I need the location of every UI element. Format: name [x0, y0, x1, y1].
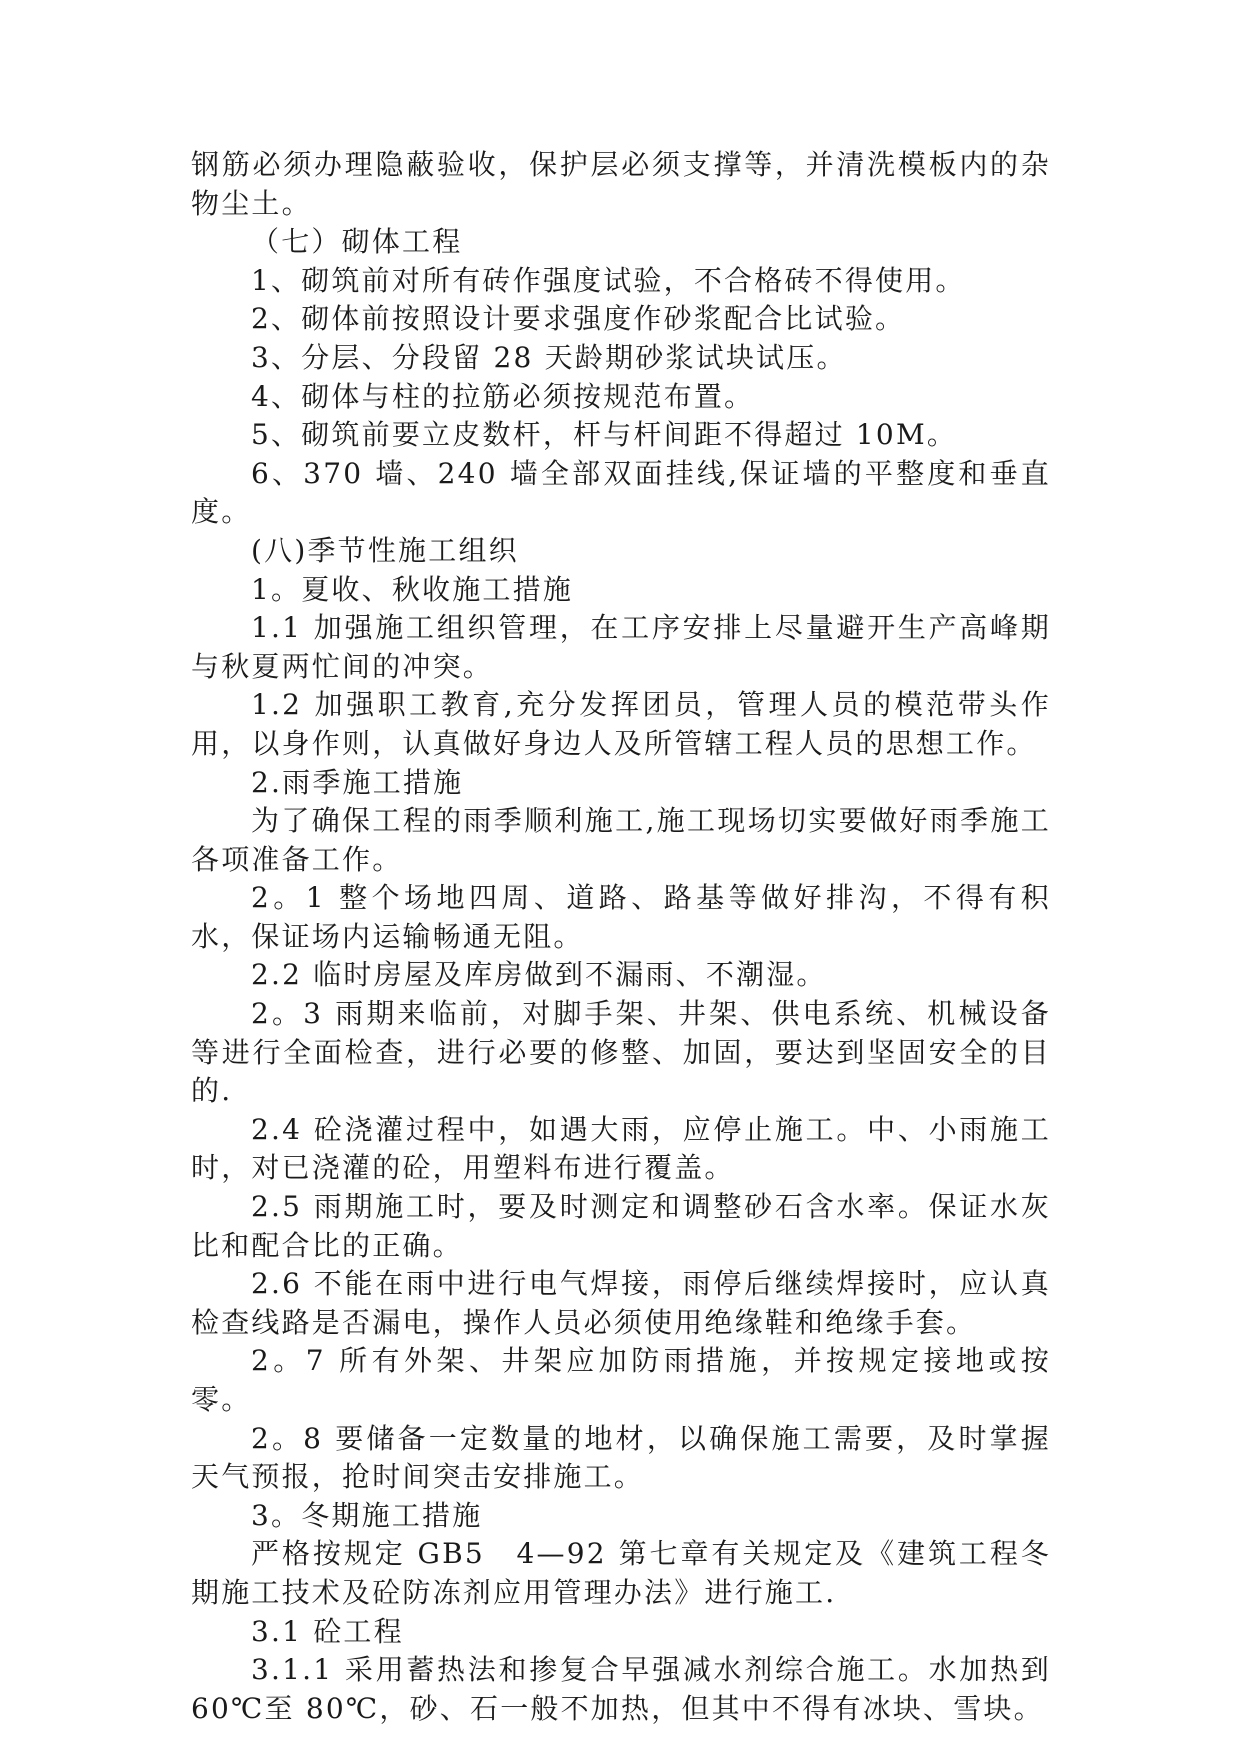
- paragraph: 2。3 雨期来临前，对脚手架、井架、供电系统、机械设备等进行全面检查，进行必要的修整、加固，要达到坚固安全的目的.: [191, 997, 1051, 1108]
- paragraph: 3.1.1 采用蓄热法和掺复合早强减水剂综合施工。水加热到 60℃至 80℃，砂、石一般不加热，但其中不得有冰块、雪块。: [191, 1653, 1051, 1725]
- section-heading-masonry: （七）砌体工程: [251, 225, 463, 259]
- paragraph-rebar-acceptance: 钢筋必须办理隐蔽验收，保护层必须支撑等，并清洗模板内的杂物尘土。: [191, 148, 1051, 220]
- section-heading-seasonal: (八)季节性施工组织: [251, 533, 519, 567]
- paragraph: 严格按规定 GB5 4—92 第七章有关规定及《建筑工程冬期施工技术及砼防冻剂应用管理办法》进行施工.: [191, 1537, 1051, 1609]
- subsection-heading-rain: 2.雨季施工措施: [251, 765, 464, 799]
- paragraph: 2.4 砼浇灌过程中，如遇大雨，应停止施工。中、小雨施工时，对已浇灌的砼，用塑料布进行覆盖。: [191, 1112, 1051, 1185]
- paragraph: 1.1 加强施工组织管理，在工序安排上尽量避开生产高峰期与秋夏两忙间的冲突。: [191, 611, 1051, 683]
- paragraph: 2。8 要储备一定数量的地材，以确保施工需要，及时掌握天气预报，抢时间突击安排施工。: [191, 1421, 1051, 1494]
- paragraph: 2.2 临时房屋及库房做到不漏雨、不潮湿。: [251, 958, 827, 992]
- paragraph: 2.6 不能在雨中进行电气焊接，雨停后继续焊接时，应认真检查线路是否漏电，操作人员必须使用绝缘鞋和绝缘手套。: [191, 1267, 1051, 1339]
- subsection-heading-winter: 3。冬期施工措施: [251, 1498, 483, 1532]
- paragraph: 为了确保工程的雨季顺利施工,施工现场切实要做好雨季施工各项准备工作。: [191, 804, 1051, 876]
- document-body: [191, 146, 1051, 1728]
- paragraph: 2.5 雨期施工时，要及时测定和调整砂石含水率。保证水灰比和配合比的正确。: [191, 1190, 1051, 1262]
- paragraph: 1.2 加强职工教育,充分发挥团员，管理人员的模范带头作用，以身作则，认真做好身边人及所管辖工程人员的思想工作。: [191, 688, 1051, 760]
- list-item: 1、砌筑前对所有砖作强度试验，不合格砖不得使用。: [251, 263, 966, 297]
- list-item: 3、分层、分段留 28 天龄期砂浆试块试压。: [251, 340, 847, 374]
- list-item: 2、砌体前按照设计要求强度作砂浆配合比试验。: [251, 302, 906, 336]
- subsection-heading-concrete: 3.1 砼工程: [251, 1614, 404, 1648]
- paragraph: 2。1 整个场地四周、道路、路基等做好排沟，不得有积水，保证场内运输畅通无阻。: [191, 881, 1051, 953]
- list-item: 6、370 墙、240 墙全部双面挂线,保证墙的平整度和垂直度。: [191, 456, 1051, 529]
- subsection-heading-harvest: 1。夏收、秋收施工措施: [251, 572, 574, 606]
- list-item: 4、砌体与柱的拉筋必须按规范布置。: [251, 379, 755, 413]
- list-item: 5、砌筑前要立皮数杆，杆与杆间距不得超过 10M。: [251, 418, 958, 452]
- paragraph: 2。7 所有外架、井架应加防雨措施，并按规定接地或按零。: [191, 1344, 1051, 1416]
